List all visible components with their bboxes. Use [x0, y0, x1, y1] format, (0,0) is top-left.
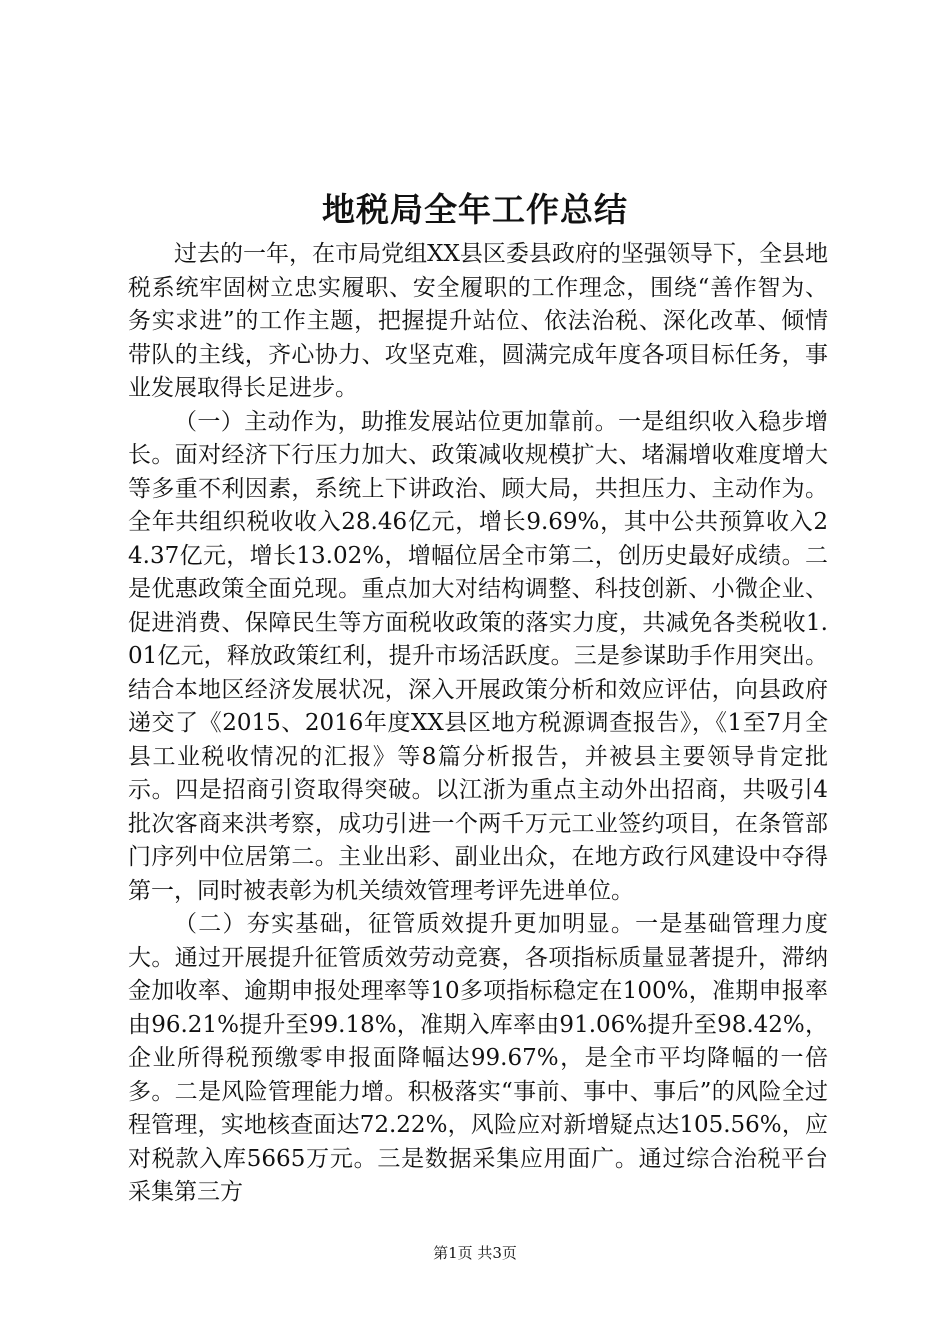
- document-title: 地税局全年工作总结: [322, 190, 628, 229]
- paragraph-section-two: （二）夯实基础，征管质效提升更加明显。一是基础管理力度大。通过开展提升征管质效劳动竞赛，各项指标质量显著提升，滞纳金加收率、逾期申报处理率等10多项指标稳定在100%，准期申报率由96.21%提升至99.18%，准期入库率由91.06%提升至98.42%，企业所得税预缴零申报面降幅达99.67%，是全市平均降幅的一倍多。二是风险管理能力增。积极落实“事前、事中、事后”的风险全过程管理，实地核查面达72.22%，风险应对新增疑点达105.56%，应对税款入库5665万元。三是数据采集应用面广。通过综合治税平台采集第三方: [128, 911, 828, 1205]
- page-number-footer: 第1页 共3页: [433, 1244, 517, 1262]
- paragraph-intro: 过去的一年，在市局党组XX县区委县政府的坚强领导下，全县地税系统牢固树立忠实履职、安全履职的工作理念，围绕“善作智为、务实求进”的工作主题，把握提升站位、依法治税、深化改革、倾情带队的主线，齐心协力、攻坚克难，圆满完成年度各项目标任务，事业发展取得长足进步。: [128, 241, 828, 401]
- document-body: [128, 238, 828, 1210]
- paragraph-section-one: （一）主动作为，助推发展站位更加靠前。一是组织收入稳步增长。面对经济下行压力加大、政策减收规模扩大、堵漏增收难度增大等多重不利因素，系统上下讲政治、顾大局，共担压力、主动作为。全年共组织税收收入28.46亿元，增长9.69%，其中公共预算收入24.37亿元，增长13.02%，增幅位居全市第二，创历史最好成绩。二是优惠政策全面兑现。重点加大对结构调整、科技创新、小微企业、促进消费、保障民生等方面税收政策的落实力度，共减免各类税收1.01亿元，释放政策红利，提升市场活跃度。三是参谋助手作用突出。结合本地区经济发展状况，深入开展政策分析和效应评估，向县政府递交了《2015、2016年度XX县区地方税源调查报告》，《1至7月全县工业税收情况的汇报》等8篇分析报告，并被县主要领导肯定批示。四是招商引资取得突破。以江浙为重点主动外出招商，共吸引4批次客商来洪考察，成功引进一个两千万元工业签约项目，在条管部门序列中位居第二。主业出彩、副业出众，在地方政行风建设中夺得第一，同时被表彰为机关绩效管理考评先进单位。: [128, 408, 828, 904]
